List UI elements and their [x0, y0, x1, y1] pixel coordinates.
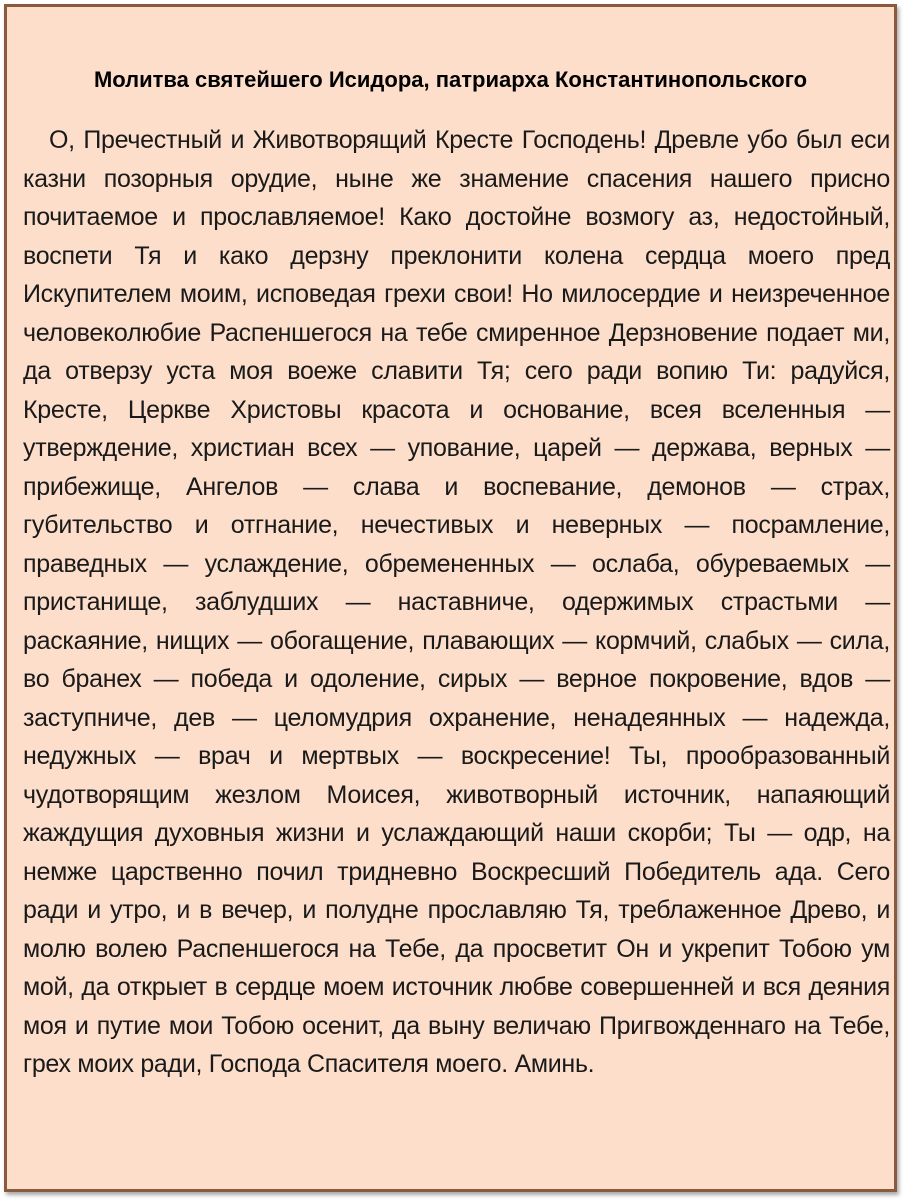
prayer-frame [4, 4, 897, 1192]
prayer-title: Молитва святейшего Исидора, патриарха Константинопольского [93, 67, 808, 92]
prayer-body: О, Пречестный и Животворящий Кресте Господень! Древле убо был еси казни позорныя орудие, ныне же знамение спасения нашего присно почитаемое и прославляемое! Како достойне возмогу аз, недостойный, воспети Тя и како дерзну преклонити колена сердца моего пред Искупителем моим, исповедая грехи свои! Но милосердие и неизреченное человеколюбие Распеншегося на тебе смиренное Дерзновение подает ми, да отверзу уста моя воеже славити Тя; сего ради вопию Ти: радуйся, Кресте, Церкве Христовы красота и основание, всея вселенныя — утверждение, христиан всех — упование, царей — держава, верных — прибежище, Ангелов — слава и воспевание, демонов — страх, губительство и отгнание, нечестивых и неверных — посрамление, праведных — услаждение, обремененных — ослаба, обуреваемых — пристанище, заблудших — наставниче, одержимых страстьми — раскаяние, нищих — обогащение, плавающих — кормчий, слабых — сила, во бранех — победа и одоление, сирых — верное покровение, вдов — заступниче, дев — целомудрия охранение, ненадеянных — надежда, недужных — врач и мертвых — воскресение! Ты, прообразованный чудотворящим жезлом Моисея, животворный источник, напаяющий жаждущия духовныя жизни и услаждающий наши скорби; Ты — одр, на немже царственно почил тридневно Воскресший Победитель ада. Сего ради и утро, и в вечер, и полудне прославляю Тя, треблаженное Древо, и молю волею Распеншегося на Тебе, да просветит Он и укрепит Тобою ум мой, да открыет в сердце моем источник любве совершенней и вся деяния моя и путие мои Тобою осенит, да выну величаю Пригвожденнаго на Тебе, грех моих ради, Господа Спасителя моего. Аминь. [23, 126, 890, 1078]
